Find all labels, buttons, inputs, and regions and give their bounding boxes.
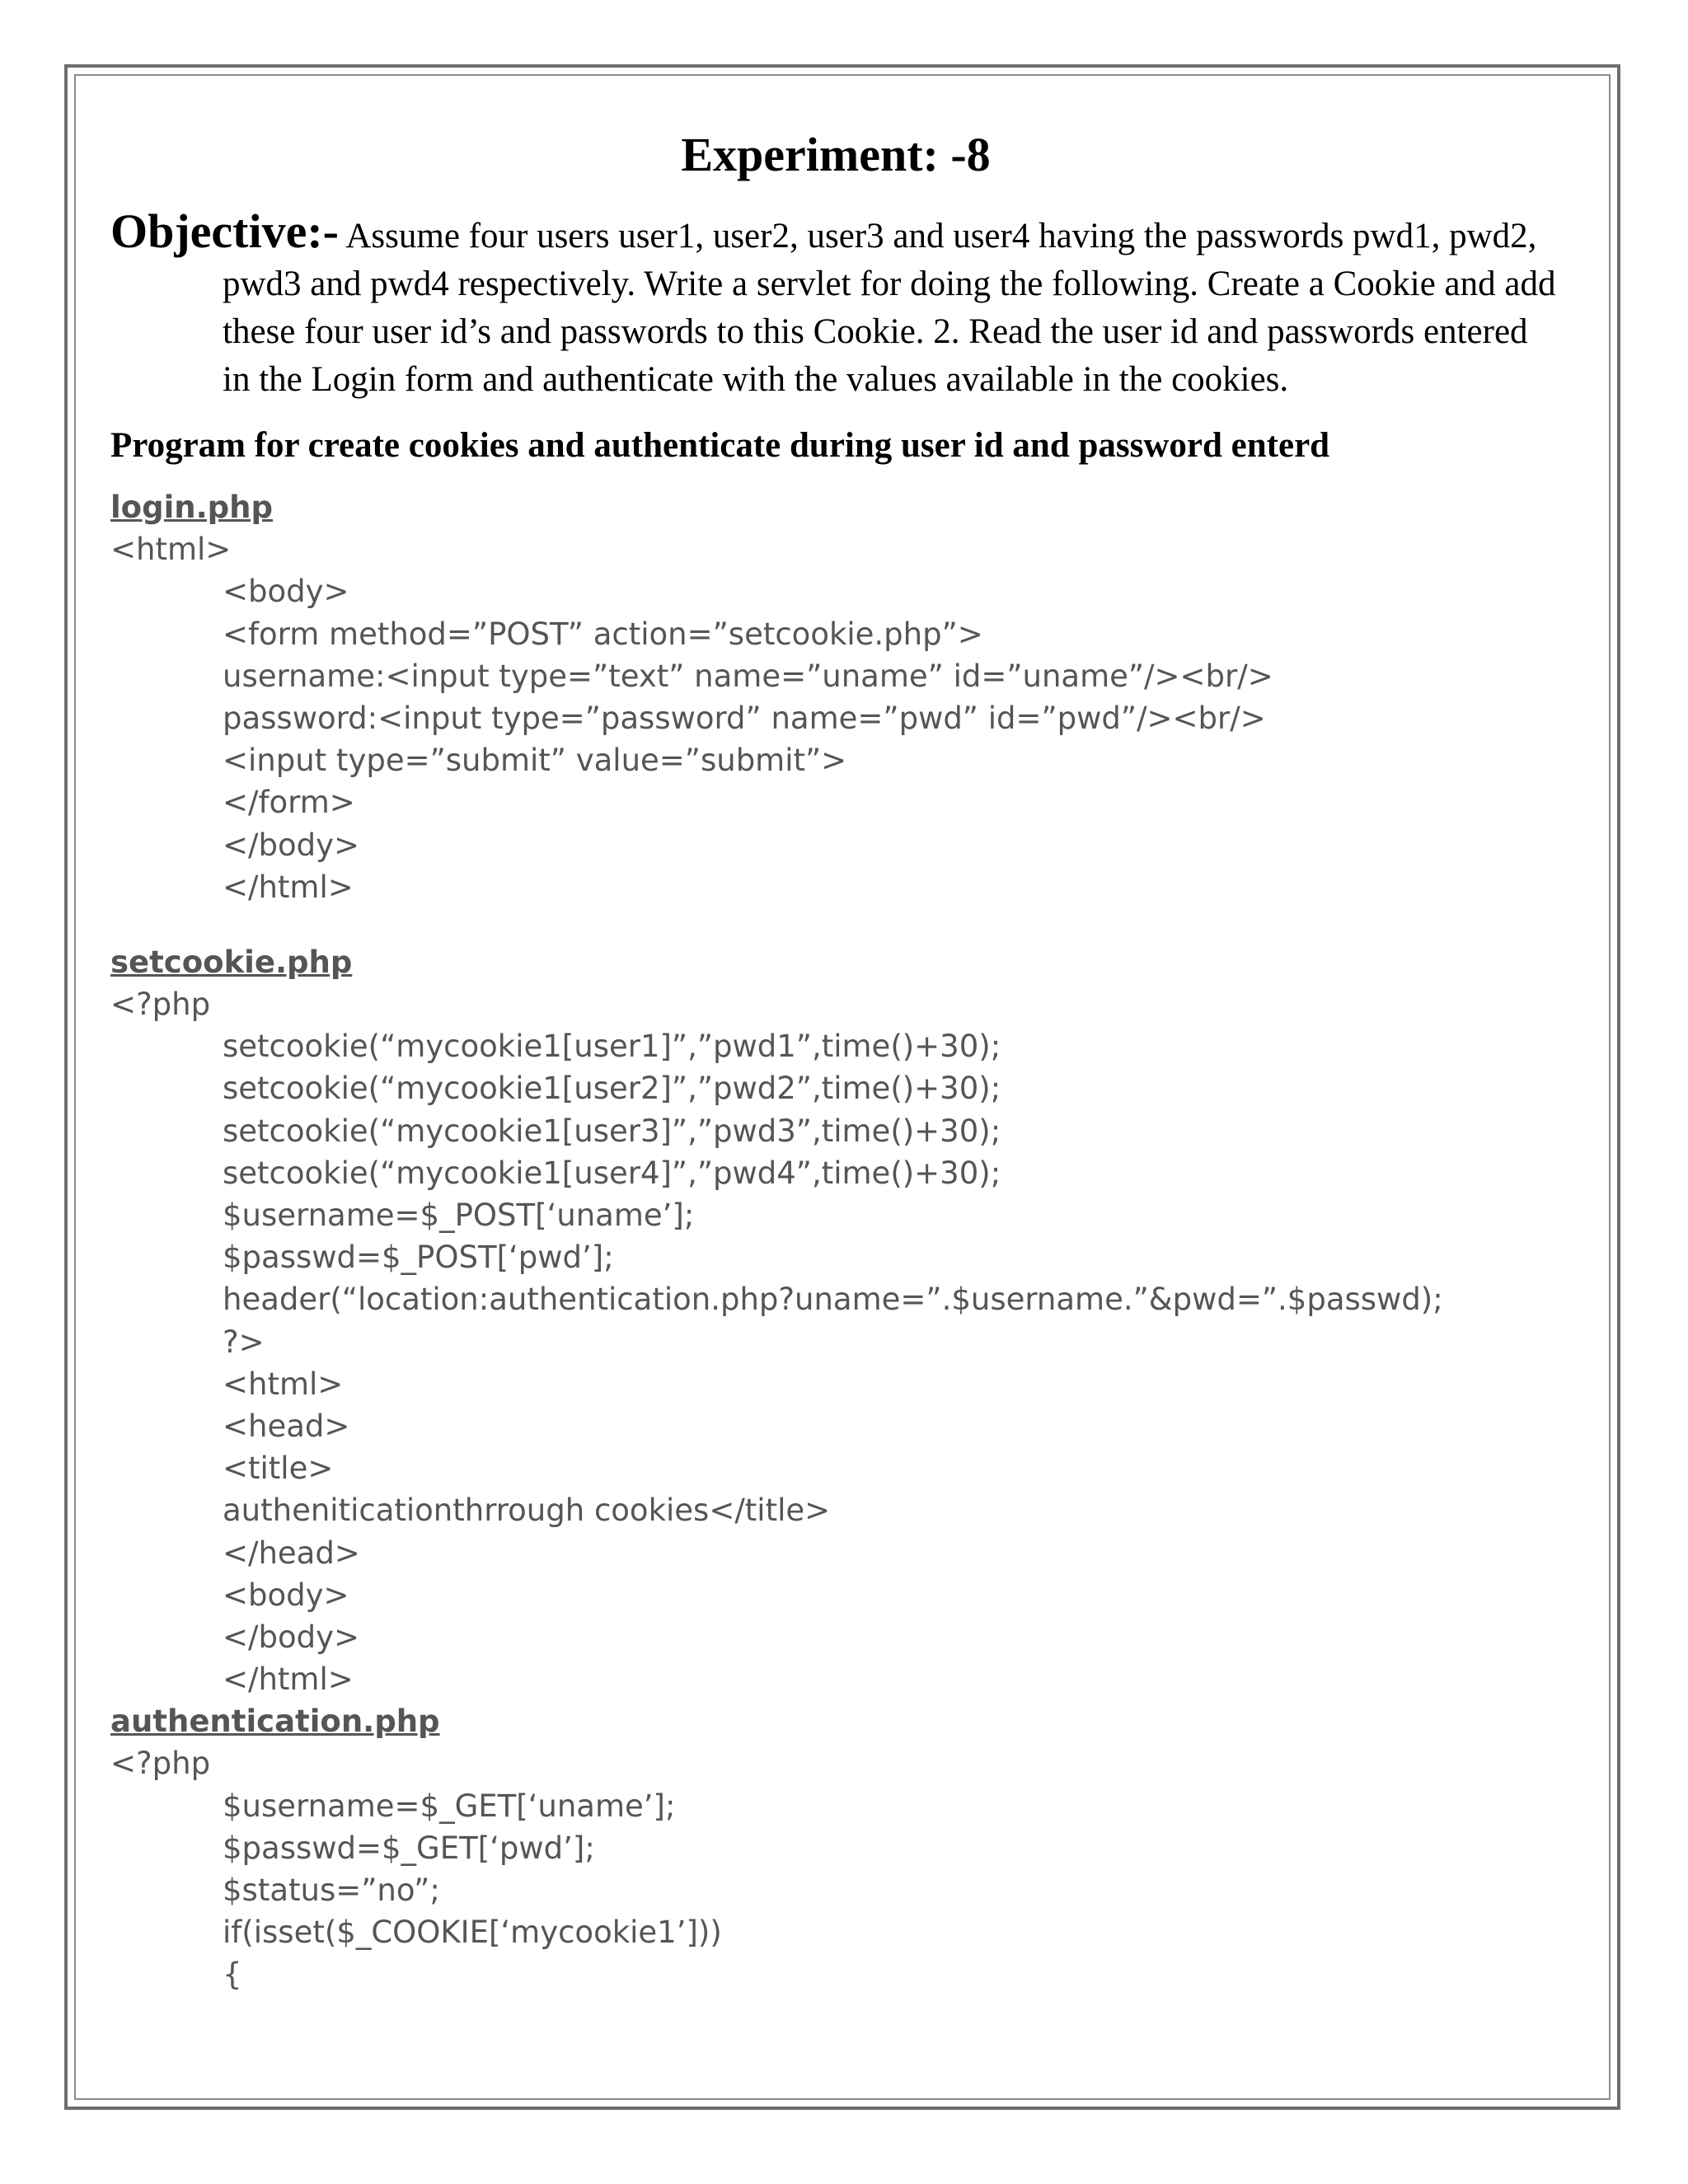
code-line: </body>: [223, 827, 359, 863]
code-listing-setcookie: [110, 983, 1561, 1700]
code-line: autheniticationthrrough cookies</title>: [223, 1493, 831, 1529]
file-block-login: [110, 486, 1561, 908]
code-line: setcookie(“mycookie1[user1]”,”pwd1”,time()+30);: [223, 1029, 1001, 1065]
code-line: ?>: [223, 1324, 265, 1360]
objective-text: Assume four users user1, user2, user3 and user4 having the passwords pwd1, pwd2, pwd3 and pwd4 respectively. Write a servlet for doing the following. Create a Cookie and add these four user id’s and passwords to this Cookie. 2. Read the user id and passwords entered in the Login form and authenticate with the values available in the cookies.: [223, 217, 1556, 399]
code-line: <form method=”POST” action=”setcookie.php”>: [223, 616, 983, 652]
code-line: $passwd=$_POST[‘pwd’];: [223, 1240, 614, 1276]
code-line: </head>: [223, 1535, 360, 1571]
document-content: [110, 122, 1561, 1996]
file-label-authentication: authentication.php: [110, 1704, 440, 1740]
page-title: Experiment: -8: [681, 128, 991, 181]
code-line: </body>: [223, 1619, 359, 1655]
code-line: <body>: [223, 574, 349, 610]
code-line: password:<input type=”password” name=”pwd” id=”pwd”/><br/>: [223, 700, 1266, 736]
code-line: {: [223, 1957, 242, 1993]
code-line: $username=$_POST[‘uname’];: [223, 1197, 695, 1234]
code-line: <html>: [223, 1366, 344, 1402]
file-block-setcookie: [110, 941, 1561, 1700]
code-line: <title>: [223, 1451, 334, 1487]
program-heading: Program for create cookies and authenticate during user id and password enterd: [110, 426, 1330, 465]
code-line: <input type=”submit” value=”submit”>: [223, 743, 847, 779]
code-line: $passwd=$_GET[‘pwd’];: [223, 1830, 595, 1866]
file-label-login: login.php: [110, 490, 273, 525]
code-line: $status=”no”;: [223, 1872, 440, 1909]
file-block-authentication: [110, 1700, 1561, 1995]
code-line: username:<input type=”text” name=”uname” id=”uname”/><br/>: [223, 658, 1273, 694]
code-line: <head>: [223, 1408, 350, 1444]
code-line: </form>: [223, 785, 355, 821]
code-line: <body>: [223, 1577, 349, 1613]
code-listing-authentication: [110, 1742, 1561, 1995]
file-label-setcookie: setcookie.php: [110, 944, 353, 980]
objective-label: Objective:-: [110, 204, 339, 258]
code-line: if(isset($_COOKIE[‘mycookie1’])): [223, 1915, 722, 1951]
code-line: header(“location:authentication.php?uname=”.$username.”&pwd=”.$passwd);: [223, 1282, 1443, 1318]
code-line: <?php: [110, 987, 211, 1023]
code-listing-login: [110, 528, 1561, 908]
code-line: setcookie(“mycookie1[user3]”,”pwd3”,time()+30);: [223, 1113, 1001, 1149]
code-line: setcookie(“mycookie1[user2]”,”pwd2”,time()+30);: [223, 1071, 1001, 1107]
code-line: </html>: [223, 1661, 354, 1698]
code-line: $username=$_GET[‘uname’];: [223, 1788, 676, 1824]
code-line: <?php: [110, 1746, 211, 1782]
objective-paragraph: [110, 204, 1561, 404]
code-line: <html>: [110, 532, 232, 568]
code-line: </html>: [223, 869, 354, 905]
code-line: setcookie(“mycookie1[user4]”,”pwd4”,time()+30);: [223, 1155, 1001, 1191]
